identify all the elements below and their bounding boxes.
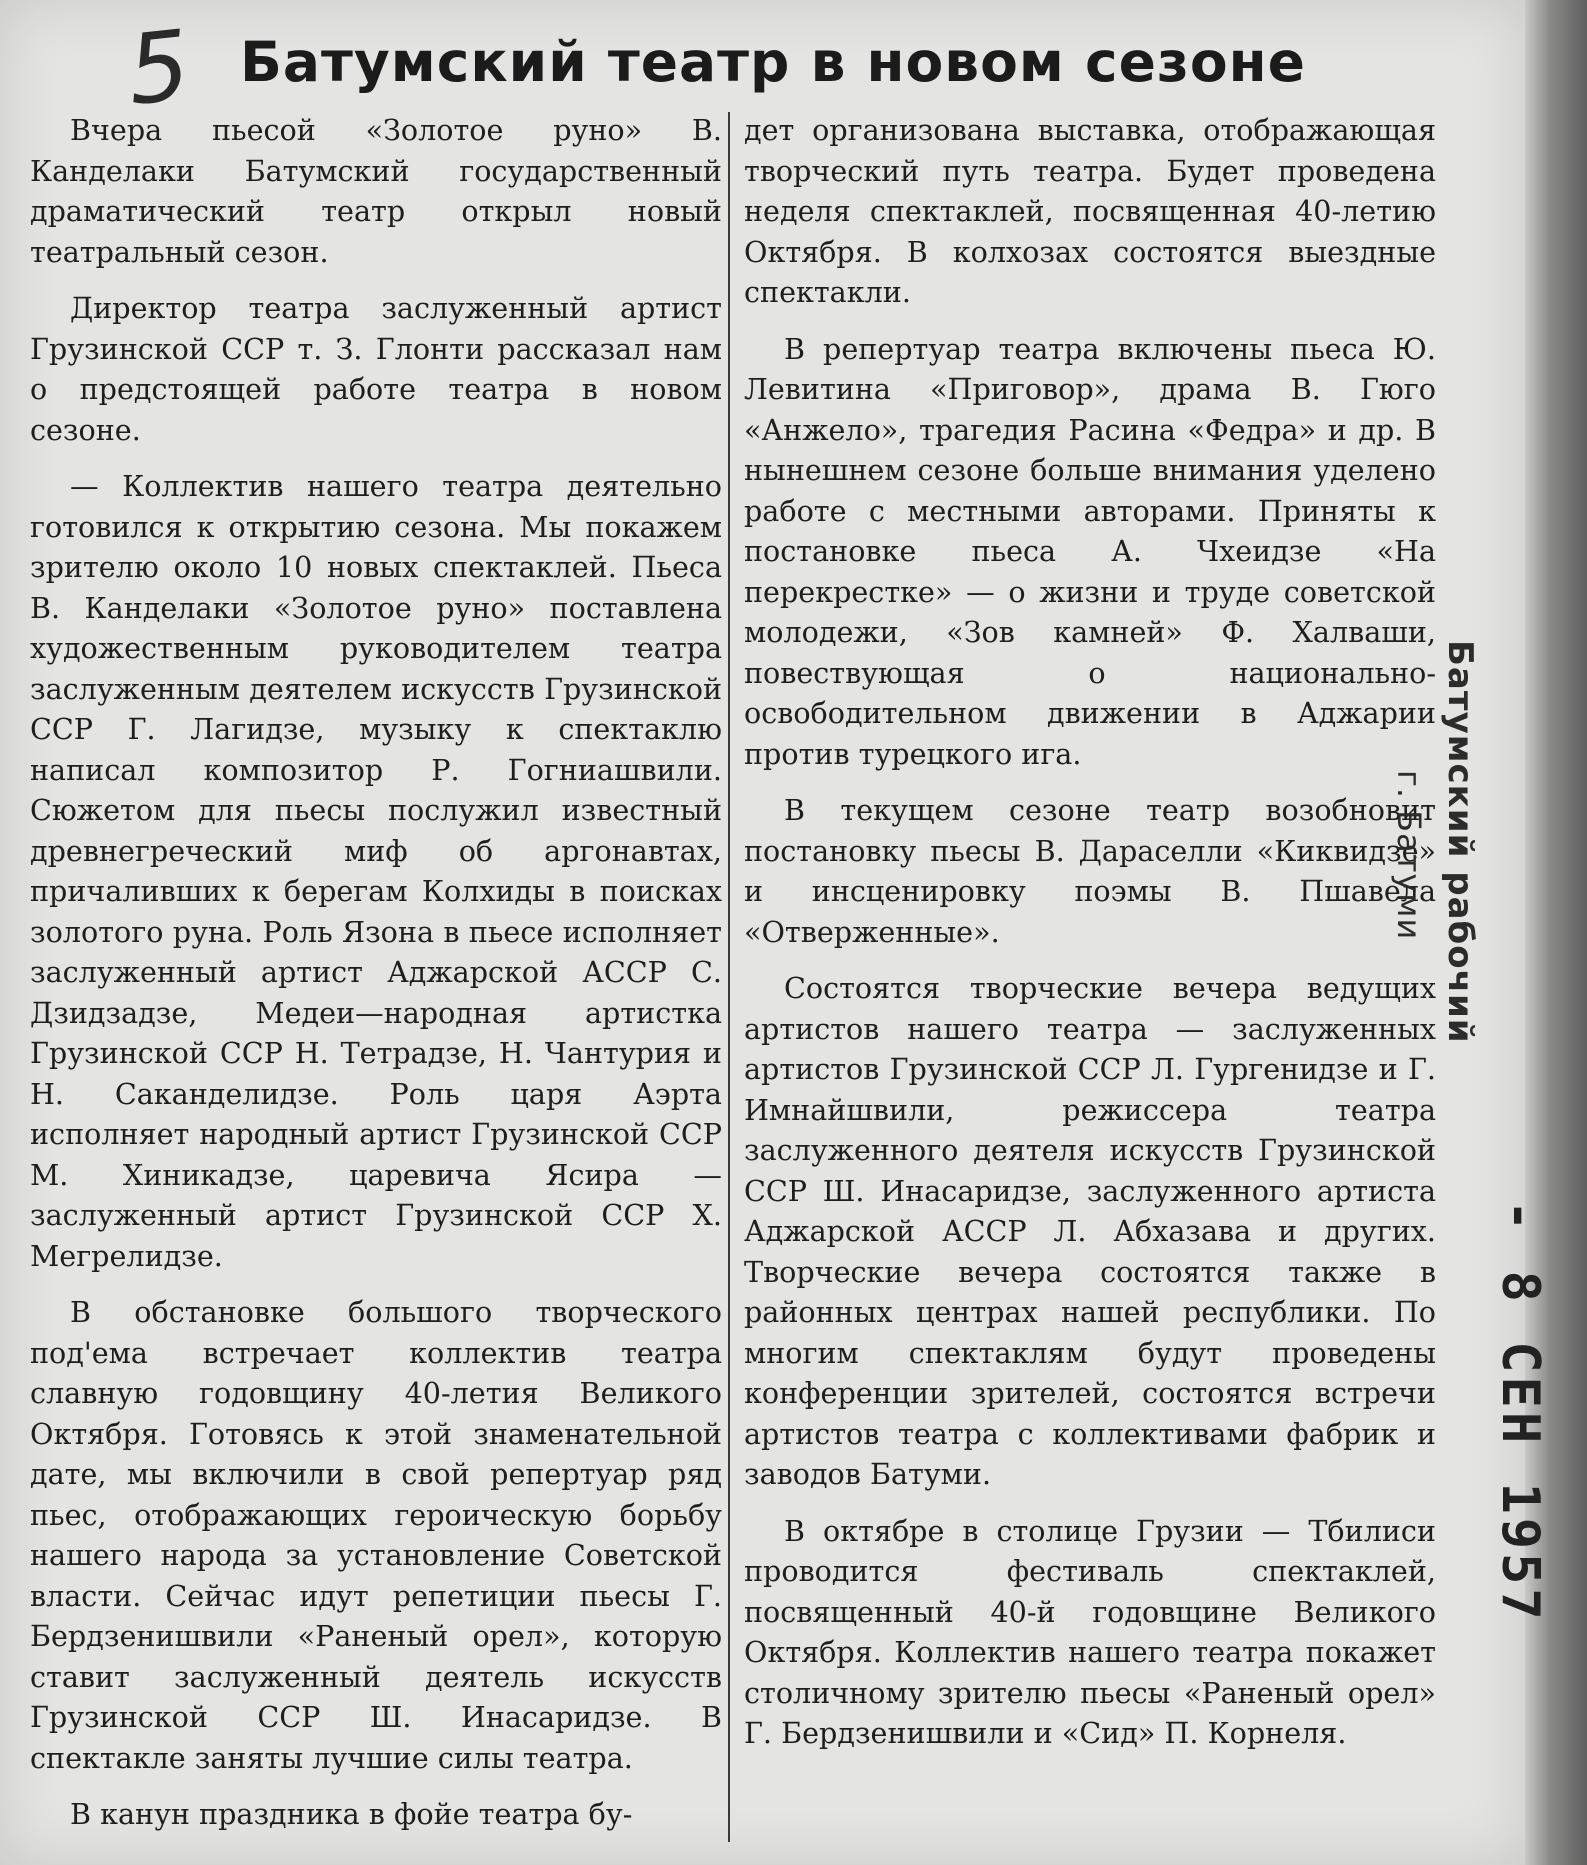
paragraph: В текущем сезоне театр возобновит постановку пьесы В. Дараселли «Киквидзе» и инсценировку поэмы В. Пшавела «Отверженные».: [744, 793, 1436, 949]
left-column: [30, 110, 722, 1851]
paragraph: — Коллектив нашего театра деятельно готовился к открытию сезона. Мы покажем зрителю около 10 новых спектаклей. Пьеса В. Канделаки «Золотое руно» поставлена художественным руководителем театра заслуженным деятелем искусств Грузинской ССР Г. Лагидзе, музыку к спектаклю написал композитор Р. Гогниашвили. Сюжетом для пьесы послужил известный древнегреческий миф об аргонавтах, причаливших к берегам Колхиды в поисках золотого руна. Роль Язона в пьесе исполняет заслуженный артист Аджарской АССР С. Дзидзадзе, Медеи—народная артистка Грузинской ССР Н. Тетрадзе, Н. Чантурия и Н. Саканделидзе. Роль царя Аэрта исполняет народный артист Грузинской ССР М. Хиникадзе, царевича Ясира — заслуженный артист Грузинской ССР Х. Мегрелидзе.: [30, 469, 722, 1273]
paragraph: В репертуар театра включены пьеса Ю. Левитина «Приговор», драма В. Гюго «Анжело», трагедия Расина «Федра» и др. В нынешнем сезоне больше внимания уделено работе с местными авторами. Приняты к постановке пьеса А. Чхеидзе «На перекрестке» — о жизни и труде советской молодежи, «Зов камней» Ф. Халваши, повествующая о национально-освободительном движении в Аджарии против турецкого ига.: [744, 331, 1436, 771]
paragraph: В канун праздника в фойе театра бу-: [70, 1797, 633, 1831]
article-headline: Батумский театр в новом сезоне: [240, 30, 1306, 94]
paragraph: Вчера пьесой «Золотое руно» В. Канделаки Батумский государственный драматический театр открыл новый театральный сезон.: [30, 113, 722, 269]
date-stamp: - 8 СЕН 1957: [1490, 1200, 1550, 1624]
paragraph: В октябре в столице Грузии — Тбилиси проводится фестиваль спектаклей, посвященный 40-й годовщине Великого Октября. Коллектив нашего театра покажет столичному зрителю пьесы «Раненый орел» Г. Бердзенишвили и «Сид» П. Корнеля.: [744, 1513, 1436, 1750]
paragraph: В обстановке большого творческого под'ема встречает коллектив театра славную годовщину 40-летия Великого Октября. Готовясь к этой знаменательной дате, мы включили в свой репертуар ряд пьес, отображающих героическую борьбу нашего народа за установление Советской власти. Сейчас идут репетиции пьесы Г. Бердзенишвили «Раненый орел», которую ставит заслуженный деятель искусств Грузинской ССР Ш. Инасаридзе. В спектакле заняты лучшие силы театра.: [30, 1295, 722, 1775]
newspaper-name: Батумский рабочий: [1440, 640, 1480, 1044]
paragraph: Директор театра заслуженный артист Грузинской ССР т. З. Глонти рассказал нам о предстоящей работе театра в новом сезоне.: [30, 291, 722, 447]
right-column: [744, 110, 1436, 1770]
handwritten-number: 5: [122, 9, 195, 127]
column-divider: [728, 112, 730, 1842]
newspaper-city: г. Батуми: [1390, 770, 1428, 941]
paragraph-continuation: дет организована выставка, отображающая творческий путь театра. Будет проведена неделя спектаклей, посвященная 40-летию Октября. В колхозах состоятся выездные спектакли.: [744, 113, 1436, 309]
paragraph: Состоятся творческие вечера ведущих артистов нашего театра — заслуженных артистов Грузинской ССР Л. Гургенидзе и Г. Имнайшвили, режиссера театра заслуженного деятеля искусств Грузинской ССР Ш. Инасаридзе, заслуженного артиста Аджарской АССР Л. Абхазава и других. Творческие вечера состоятся также в районных центрах нашей республики. По многим спектаклям будут проведены конференции зрителей, состоятся встречи артистов театра с коллективами фабрик и заводов Батуми.: [744, 971, 1436, 1491]
